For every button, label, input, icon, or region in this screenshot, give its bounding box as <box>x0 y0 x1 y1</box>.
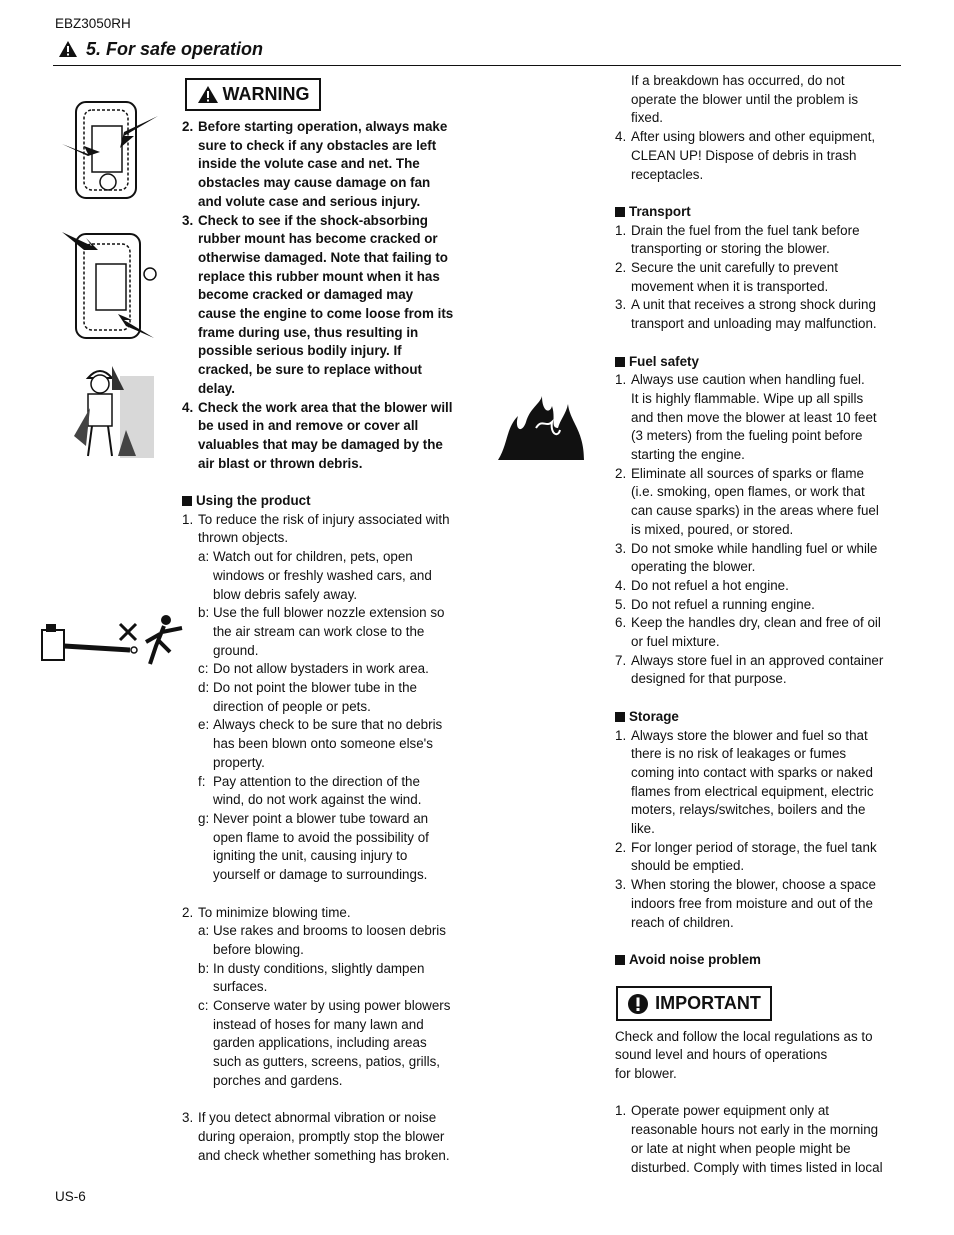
sub-list-item <box>182 660 472 679</box>
text-line: and check whether something has broken. <box>198 1147 450 1163</box>
text-line: Always check to be sure that no debris <box>213 717 443 733</box>
text-line: starting the engine. <box>631 447 745 463</box>
list-item <box>615 596 905 615</box>
text-line: In dusty conditions, slightly dampen <box>213 960 425 976</box>
using-product-heading-text: Using the product <box>196 493 311 509</box>
sub-list-item-text <box>213 679 417 716</box>
sub-list-item-text <box>213 997 450 1091</box>
sub-list-item-text <box>213 604 445 660</box>
text-line: Never point a blower tube toward an <box>213 811 429 826</box>
text-line: When storing the blower, choose a space <box>631 877 876 893</box>
text-line: sound level and hours of operations <box>615 1047 828 1063</box>
text-line: otherwise damaged. Note that failing to <box>198 249 448 265</box>
sub-list-item-text <box>213 773 421 810</box>
sub-list-item-letter: a: <box>198 549 210 565</box>
text-line: Always use caution when handling fuel. <box>631 372 865 388</box>
text-line: inside the volute case and net. The <box>198 156 420 172</box>
text-line: Check to see if the shock-absorbing <box>198 212 428 228</box>
sub-list-item <box>182 716 472 772</box>
important-label-box <box>616 986 772 1021</box>
text-line: flames from electrical equipment, electric <box>631 783 874 799</box>
sub-list-item-letter: e: <box>198 717 210 733</box>
square-bullet-icon <box>182 496 192 506</box>
sub-list-item <box>182 604 472 660</box>
list-item-text <box>198 1109 450 1165</box>
text-line: fixed. <box>631 110 664 126</box>
storage-heading <box>615 708 905 727</box>
using-item-3 <box>182 1109 472 1165</box>
text-line: be used in and remove or cover all <box>198 418 419 434</box>
list-item-text <box>631 1102 883 1177</box>
text-line: (i.e. smoking, open flames, or work that <box>631 484 865 500</box>
text-line: A unit that receives a strong shock during <box>631 297 876 313</box>
list-item <box>615 259 905 296</box>
list-item <box>615 1102 905 1177</box>
text-line: thrown objects. <box>198 530 289 546</box>
text-line: or late at night when people might be <box>631 1140 851 1156</box>
list-item <box>615 652 905 689</box>
sub-list-item <box>182 960 472 997</box>
warning-triangle-icon <box>58 40 78 58</box>
list-item-text <box>631 465 879 540</box>
exclamation-circle-icon <box>627 993 649 1015</box>
text-line: like. <box>631 821 655 837</box>
text-line: indoors free from moisture and out of the <box>631 895 873 911</box>
text-line: and then move the blower at least 10 feet <box>631 409 877 425</box>
noise-list <box>615 1102 905 1177</box>
list-item <box>615 839 905 876</box>
text-line: Pay attention to the direction of the <box>213 773 420 789</box>
list-item-number: 4. <box>615 129 627 145</box>
sub-list-item-text <box>213 660 429 679</box>
transport-list <box>615 222 905 334</box>
text-line: Use the full blower nozzle extension so <box>213 605 445 621</box>
list-item-number: 6. <box>615 615 627 631</box>
list-item-number: 2. <box>182 119 194 134</box>
text-line: Before starting operation, always make <box>198 119 448 134</box>
list-item <box>615 727 905 839</box>
list-item-number: 2. <box>615 839 627 855</box>
using-product-heading <box>182 492 472 511</box>
sub-list-item-text <box>213 810 429 885</box>
text-line: operating the blower. <box>631 559 756 575</box>
text-line: moters, relays/switches, boilers and the <box>631 802 866 818</box>
text-line: or fuel mixture. <box>631 634 720 650</box>
sub-list-item-letter: a: <box>198 923 210 939</box>
list-item-text <box>198 904 351 923</box>
no-bystander-icon <box>38 612 190 668</box>
text-line: cause the engine to come loose from its <box>198 306 454 322</box>
fuel-safety-list <box>615 371 905 689</box>
text-line: Keep the handles dry, clean and free of oil <box>631 615 881 631</box>
noise-intro <box>615 1028 905 1084</box>
text-line: Eliminate all sources of sparks or flame <box>631 465 864 481</box>
text-line: surfaces. <box>213 979 268 995</box>
text-line: has been blown onto someone else's <box>213 736 433 752</box>
text-line: If a breakdown has occurred, do not <box>631 73 845 88</box>
text-line: For longer period of storage, the fuel tank <box>631 839 877 855</box>
list-item-text <box>631 652 883 689</box>
list-item-text <box>631 727 874 839</box>
text-line: rubber mount has become cracked or <box>198 231 438 247</box>
text-line: Do not refuel a running engine. <box>631 596 815 612</box>
text-line: Watch out for children, pets, open <box>213 549 413 565</box>
list-item-number: 1. <box>615 727 627 743</box>
text-line: should be emptied. <box>631 858 745 874</box>
list-item <box>615 128 905 184</box>
text-line: receptacles. <box>631 166 704 182</box>
list-item-text <box>631 614 881 651</box>
list-item-text <box>631 540 877 577</box>
text-line: If you detect abnormal vibration or noise <box>198 1110 437 1126</box>
sub-list-item-text <box>213 548 432 604</box>
sub-list-item-letter: b: <box>198 960 210 976</box>
text-line: To minimize blowing time. <box>198 904 351 920</box>
text-line: After using blowers and other equipment, <box>631 129 876 145</box>
text-line: before blowing. <box>213 941 304 957</box>
text-line: reasonable hours not early in the morning <box>631 1122 879 1138</box>
list-item <box>182 118 472 212</box>
text-line: valuables that may be damaged by the <box>198 436 443 452</box>
protective-gear-worker-illustration <box>66 360 156 464</box>
list-item <box>615 614 905 651</box>
sub-list-item-letter: b: <box>198 605 210 621</box>
list-item <box>182 1109 472 1165</box>
sub-list-item-text <box>213 960 424 997</box>
square-bullet-icon <box>615 955 625 965</box>
list-item-number: 3. <box>182 1110 194 1126</box>
text-line: CLEAN UP! Dispose of debris in trash <box>631 147 857 163</box>
list-item-text <box>631 839 877 876</box>
list-item-number: 1. <box>615 1103 627 1119</box>
text-line: movement when it is transported. <box>631 278 829 294</box>
fuel-safety-heading <box>615 353 905 372</box>
list-item-text <box>198 511 450 548</box>
using-item-4 <box>615 128 905 184</box>
list-item-number: 3. <box>615 297 627 313</box>
section-title-text: 5. For safe operation <box>86 39 264 59</box>
list-item-number: 5. <box>615 596 627 612</box>
text-line: Always store fuel in an approved container <box>631 652 884 668</box>
text-line: replace this rubber mount when it has <box>198 268 440 284</box>
text-line: possible serious bodily injury. If <box>198 343 402 359</box>
list-item <box>615 371 905 465</box>
sub-list-item-letter: g: <box>198 811 210 826</box>
text-line: property. <box>213 754 265 770</box>
list-item <box>182 399 472 474</box>
sub-list-item-letter: c: <box>198 661 209 677</box>
text-line: delay. <box>198 380 235 396</box>
engine-frame-illustration-top <box>62 96 160 202</box>
list-item-text <box>198 118 447 212</box>
list-item-text <box>198 399 453 474</box>
text-line: and volute case and serious injury. <box>198 193 421 209</box>
text-line: Do not refuel a hot engine. <box>631 577 789 593</box>
text-line: blow debris safely away. <box>213 586 358 602</box>
list-item-text <box>631 876 876 932</box>
list-item-text <box>198 212 453 399</box>
text-line: reach of children. <box>631 914 734 930</box>
list-item-number: 7. <box>615 652 627 668</box>
text-line: coming into contact with sparks or naked <box>631 764 873 780</box>
text-line: open flame to avoid the possibility of <box>213 829 429 845</box>
warning-list <box>182 118 472 473</box>
text-line: air blast or thrown debris. <box>198 455 363 471</box>
sub-list-item-letter: d: <box>198 680 210 696</box>
text-line: Do not smoke while handling fuel or while <box>631 540 878 556</box>
text-line: Do not allow bystaders in work area. <box>213 661 429 677</box>
text-line: wind, do not work against the wind. <box>213 792 422 808</box>
text-line: the air stream can work close to the <box>213 623 425 639</box>
continued-lines <box>631 72 905 128</box>
list-item <box>615 222 905 259</box>
storage-list <box>615 727 905 933</box>
text-line: Use rakes and brooms to loosen debris <box>213 923 446 939</box>
sub-list-item-text <box>213 922 446 959</box>
noise-heading <box>615 951 905 970</box>
text-line: is mixed, poured, or stored. <box>631 521 794 537</box>
list-item-number: 2. <box>615 260 627 276</box>
text-line: there is no risk of leakages or fumes <box>631 746 847 762</box>
text-line: Drain the fuel from the fuel tank before <box>631 222 860 238</box>
text-line: designed for that purpose. <box>631 671 787 687</box>
text-line: Check the work area that the blower will <box>198 399 453 415</box>
list-item <box>182 904 472 923</box>
sub-list-item <box>182 679 472 716</box>
text-line: garden applications, including areas <box>213 1035 427 1051</box>
sub-list-item <box>182 810 472 885</box>
list-item <box>615 876 905 932</box>
text-line: instead of hoses for many lawn and <box>213 1016 424 1032</box>
sub-list-item-letter: c: <box>198 998 209 1014</box>
list-item-number: 4. <box>615 577 627 593</box>
using-item-2 <box>182 904 472 1091</box>
square-bullet-icon <box>615 207 625 217</box>
sub-list-item <box>182 922 472 959</box>
sub-list-item-letter: f: <box>198 773 206 789</box>
list-item-text <box>631 371 877 465</box>
text-line: disturbed. Comply with times listed in local <box>631 1159 883 1175</box>
text-line: sure to check if any obstacles are left <box>198 137 437 153</box>
warning-label-box <box>185 78 321 111</box>
warning-triangle-icon <box>197 85 219 104</box>
text-line: Conserve water by using power blowers <box>213 998 451 1014</box>
list-item-number: 2. <box>182 904 194 920</box>
text-line: igniting the unit, causing injury to <box>213 848 408 864</box>
text-line: frame during use, thus resulting in <box>198 324 419 340</box>
model-number: EBZ3050RH <box>55 16 131 31</box>
text-line: obstacles may cause damage on fan <box>198 175 431 191</box>
transport-heading-text: Transport <box>629 203 691 219</box>
list-item-number: 3. <box>182 212 194 228</box>
transport-heading <box>615 203 905 222</box>
text-line: Operate power equipment only at <box>631 1103 830 1119</box>
text-line: porches and gardens. <box>213 1072 343 1088</box>
using-item-1 <box>182 511 472 885</box>
list-item-text <box>631 128 875 184</box>
list-item-number: 3. <box>615 540 627 556</box>
list-item <box>615 577 905 596</box>
text-line: Always store the blower and fuel so that <box>631 727 868 743</box>
list-item-text <box>631 296 877 333</box>
important-label: IMPORTANT <box>655 993 761 1014</box>
list-item-text <box>631 259 838 296</box>
sub-list-item <box>182 548 472 604</box>
text-line: transporting or storing the blower. <box>631 241 830 257</box>
continued-text <box>615 72 905 128</box>
list-item-number: 3. <box>615 877 627 893</box>
text-line: Secure the unit carefully to prevent <box>631 260 838 276</box>
text-line: yourself or damage to surroundings. <box>213 867 428 883</box>
flame-icon <box>496 394 588 464</box>
text-line: during operaion, promptly stop the blower <box>198 1128 445 1144</box>
text-line: for blower. <box>615 1066 677 1082</box>
sub-list-item-text <box>213 716 442 772</box>
text-line: can cause sparks) in the areas where fuel <box>631 503 879 519</box>
page-number: US-6 <box>55 1189 86 1204</box>
list-item <box>615 296 905 333</box>
list-item-text <box>631 222 860 259</box>
list-item <box>615 540 905 577</box>
warning-label: WARNING <box>222 84 310 105</box>
text-line: become cracked or damaged may <box>198 287 414 303</box>
storage-heading-text: Storage <box>629 708 679 724</box>
list-item <box>182 212 472 399</box>
text-line: direction of people or pets. <box>213 698 371 714</box>
list-item-number: 1. <box>615 222 627 238</box>
list-item-number: 1. <box>182 511 194 527</box>
list-item-number: 2. <box>615 465 627 481</box>
text-line: To reduce the risk of injury associated with <box>198 511 450 527</box>
text-line: transport and unloading may malfunction. <box>631 316 877 332</box>
text-line: Do not point the blower tube in the <box>213 680 417 696</box>
section-title <box>58 40 263 59</box>
fuel-safety-heading-text: Fuel safety <box>629 353 699 369</box>
left-column <box>182 118 472 1165</box>
square-bullet-icon <box>615 357 625 367</box>
text-line: such as gutters, screens, patios, grills, <box>213 1054 440 1070</box>
noise-heading-text: Avoid noise problem <box>629 951 761 967</box>
text-line: ground. <box>213 642 259 658</box>
engine-frame-illustration-bottom <box>62 228 162 346</box>
text-line: windows or freshly washed cars, and <box>213 567 432 583</box>
sub-list-item <box>182 997 472 1091</box>
text-line: cracked, be sure to replace without <box>198 362 422 378</box>
square-bullet-icon <box>615 712 625 722</box>
list-item-text <box>631 596 815 615</box>
noise-intro-lines <box>615 1028 905 1084</box>
text-line: Check and follow the local regulations as to <box>615 1028 873 1044</box>
text-line: It is highly flammable. Wipe up all spills <box>631 390 864 406</box>
list-item <box>615 465 905 540</box>
list-item-number: 1. <box>615 372 627 388</box>
text-line: (3 meters) from the fueling point before <box>631 428 863 444</box>
list-item-number: 4. <box>182 399 194 415</box>
list-item-text <box>631 577 789 596</box>
sub-list-item <box>182 773 472 810</box>
list-item <box>182 511 472 548</box>
title-rule <box>53 65 901 66</box>
text-line: operate the blower until the problem is <box>631 91 859 107</box>
